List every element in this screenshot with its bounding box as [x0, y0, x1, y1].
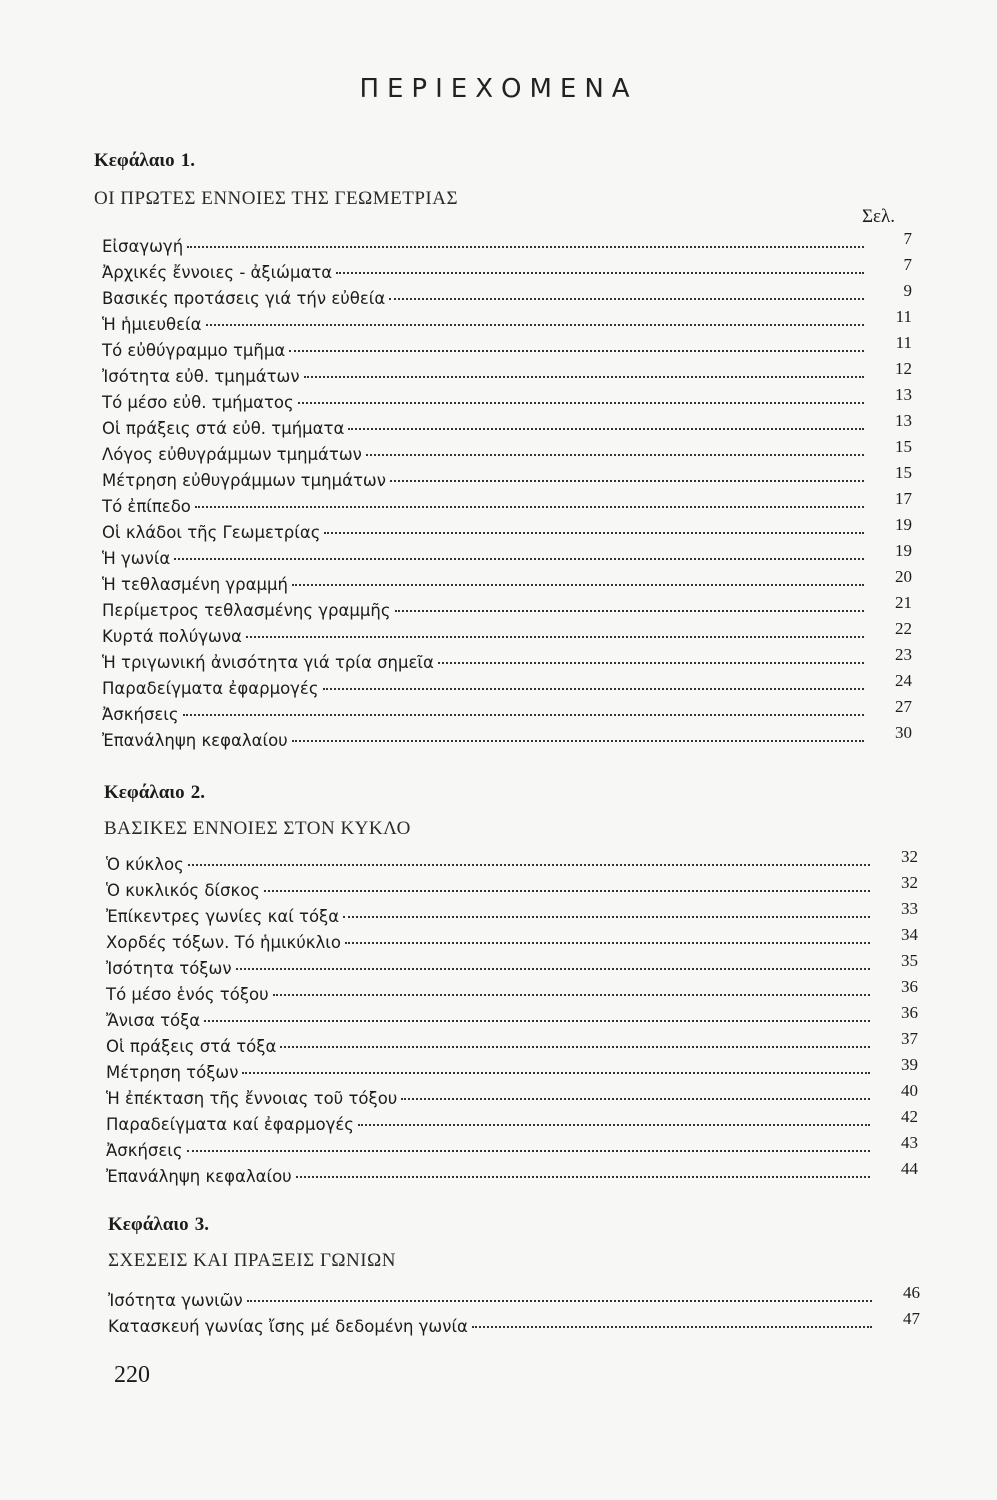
entry-page: 11 [895, 307, 912, 326]
entry-title: Ἰσότητα εὐθ. τμημάτων [102, 367, 300, 386]
dot-leader [304, 373, 864, 378]
dot-leader [348, 425, 864, 430]
dot-leader [187, 243, 864, 248]
page-number: 220 [114, 1362, 150, 1388]
toc-entry [106, 951, 918, 982]
toc-entry [106, 1055, 918, 1086]
entry-page: 42 [901, 1107, 918, 1126]
entry-title: Κατασκευή γωνίας ἴσης μέ δεδομένη γωνία [108, 1317, 468, 1336]
dot-leader [264, 887, 870, 892]
entry-title: Ὁ κύκλος [106, 855, 184, 874]
entry-title: Κυρτά πολύγωνα [102, 627, 242, 646]
dot-leader [273, 991, 870, 996]
chapter-number: 3. [194, 1214, 209, 1235]
toc-entry [102, 437, 912, 468]
entry-title: Ὁ κυκλικός δίσκος [106, 881, 260, 900]
entry-title: Ἐπανάληψη κεφαλαίου [106, 1167, 292, 1186]
entry-page: 33 [901, 899, 918, 918]
entry-title: Ἡ τριγωνική ἀνισότητα γιά τρία σημεῖα [102, 653, 434, 672]
dot-leader [204, 1017, 870, 1022]
toc-entry [106, 873, 918, 904]
dot-leader [292, 581, 864, 586]
toc-entry [102, 307, 912, 338]
entry-title: Ἐπανάληψη κεφαλαίου [102, 731, 288, 750]
dot-leader [366, 451, 864, 456]
dot-leader [247, 1297, 872, 1302]
entry-title: Οἱ κλάδοι τῆς Γεωμετρίας [102, 523, 321, 542]
chapter-heading [94, 150, 195, 172]
entry-page: 23 [895, 645, 912, 664]
entry-title: Ἀσκήσεις [106, 1141, 183, 1160]
dot-leader [390, 477, 864, 482]
toc-entry [106, 925, 918, 956]
dot-leader [472, 1323, 872, 1328]
dot-leader [323, 685, 864, 690]
chapter-heading [108, 1214, 209, 1236]
chapter-label: Κεφάλαιο [94, 150, 175, 171]
entry-title: Ἄνισα τόξα [106, 1011, 201, 1030]
entry-page: 37 [901, 1029, 918, 1048]
chapter-label: Κεφάλαιο [108, 1214, 189, 1235]
toc-entry [106, 1003, 918, 1034]
dot-leader [188, 861, 870, 866]
toc-entry [102, 229, 912, 260]
toc-entry [106, 1081, 918, 1112]
entry-title: Οἱ πράξεις στά τόξα [106, 1037, 277, 1056]
entry-title: Μέτρηση τόξων [106, 1063, 239, 1082]
entry-page: 40 [901, 1081, 918, 1100]
entry-title: Παραδείγματα ἐφαρμογές [102, 679, 319, 698]
entry-title: Τό μέσο εὐθ. τμήματος [102, 393, 294, 412]
toc-entry [102, 281, 912, 312]
entry-page: 30 [895, 723, 912, 742]
toc-entry [106, 1107, 918, 1138]
dot-leader [345, 939, 870, 944]
entry-title: Ἰσότητα τόξων [106, 959, 232, 978]
entry-page: 20 [895, 567, 912, 586]
dot-leader [401, 1095, 870, 1100]
entry-page: 46 [903, 1283, 920, 1302]
entry-page: 36 [901, 977, 918, 996]
entry-page: 24 [895, 671, 912, 690]
toc-entry [102, 489, 912, 520]
toc-entry [102, 723, 912, 754]
entry-page: 47 [903, 1309, 920, 1328]
toc-entry [106, 1133, 918, 1164]
dot-leader [296, 1173, 870, 1178]
entry-page: 34 [901, 925, 918, 944]
entry-page: 13 [895, 385, 912, 404]
entry-title: Ἡ τεθλασμένη γραμμή [102, 575, 288, 594]
toc-entry [106, 1029, 918, 1060]
entry-page: 17 [895, 489, 912, 508]
dot-leader [438, 659, 864, 664]
toc-entry [102, 619, 912, 650]
dot-leader [174, 555, 864, 560]
toc-entry [102, 359, 912, 390]
entry-title: Ἀρχικές ἔννοιες - ἀξιώματα [102, 263, 333, 282]
dot-leader [280, 1043, 870, 1048]
entry-page: 22 [895, 619, 912, 638]
dot-leader [187, 1147, 870, 1152]
toc-entry [106, 1159, 918, 1190]
dot-leader [206, 321, 864, 326]
entry-page: 7 [903, 229, 912, 248]
entry-title: Ἡ ἡμιευθεία [102, 315, 202, 334]
toc-entry [102, 697, 912, 728]
entry-title: Ἐπίκεντρες γωνίες καί τόξα [106, 907, 340, 926]
dot-leader [289, 347, 864, 352]
dot-leader [358, 1121, 870, 1126]
entry-page: 21 [895, 593, 912, 612]
dot-leader [343, 913, 870, 918]
toc-entry [102, 645, 912, 676]
toc-entry [102, 411, 912, 442]
dot-leader [336, 269, 864, 274]
toc-entry [108, 1309, 920, 1340]
chapter-heading [104, 782, 205, 804]
toc-entry [102, 255, 912, 286]
entry-title: Μέτρηση εὐθυγράμμων τμημάτων [102, 471, 386, 490]
entry-page: 36 [901, 1003, 918, 1022]
dot-leader [292, 737, 864, 742]
entry-page: 19 [895, 541, 912, 560]
entry-title: Τό εὐθύγραμμο τμῆμα [102, 341, 286, 360]
toc-entry [102, 385, 912, 416]
entry-page: 15 [895, 437, 912, 456]
entry-page: 43 [901, 1133, 918, 1152]
entry-page: 12 [895, 359, 912, 378]
dot-leader [389, 295, 864, 300]
entry-title: Οἱ πράξεις στά εὐθ. τμήματα [102, 419, 345, 438]
entry-title: Τό ἐπίπεδο [102, 497, 191, 516]
entry-page: 15 [895, 463, 912, 482]
entry-title: Ἡ γωνία [102, 549, 171, 568]
entry-page: 44 [901, 1159, 918, 1178]
toc-entry [102, 541, 912, 572]
entry-page: 35 [901, 951, 918, 970]
dot-leader [236, 965, 870, 970]
chapter-number: 2. [190, 782, 205, 803]
entry-page: 11 [895, 333, 912, 352]
chapter-title: ΟΙ ΠΡΩΤΕΣ ΕΝΝΟΙΕΣ ΤΗΣ ΓΕΩΜΕΤΡΙΑΣ [94, 188, 459, 209]
entry-title: Τό μέσο ἑνός τόξου [106, 985, 269, 1004]
entry-title: Λόγος εὐθυγράμμων τμημάτων [102, 445, 362, 464]
toc-entry [106, 977, 918, 1008]
entry-page: 13 [895, 411, 912, 430]
toc-entry [102, 593, 912, 624]
chapter-title: ΣΧΕΣΕΙΣ ΚΑΙ ΠΡΑΞΕΙΣ ΓΩΝΙΩΝ [108, 1250, 396, 1271]
entry-page: 9 [903, 281, 912, 300]
entry-page: 32 [901, 847, 918, 866]
entry-page: 39 [901, 1055, 918, 1074]
entry-page: 27 [895, 697, 912, 716]
toc-entry [102, 671, 912, 702]
dot-leader [183, 711, 864, 716]
entry-title: Ἀσκήσεις [102, 705, 179, 724]
entry-title: Ἰσότητα γωνιῶν [108, 1291, 243, 1310]
dot-leader [195, 503, 864, 508]
entry-title: Βασικές προτάσεις γιά τήν εὐθεία [102, 289, 386, 308]
entry-title: Περίμετρος τεθλασμένης γραμμῆς [102, 601, 391, 620]
entry-title: Χορδές τόξων. Τό ἡμικύκλιο [106, 933, 341, 952]
dot-leader [242, 1069, 870, 1074]
dot-leader [298, 399, 864, 404]
chapter-label: Κεφάλαιο [104, 782, 185, 803]
page-title: ΠΕΡΙΕΧΟΜΕΝΑ [359, 74, 638, 104]
toc-entry [106, 899, 918, 930]
entry-page: 7 [903, 255, 912, 274]
dot-leader [246, 633, 864, 638]
chapter-title: ΒΑΣΙΚΕΣ ΕΝΝΟΙΕΣ ΣΤΟΝ ΚΥΚΛΟ [104, 818, 411, 839]
toc-entry [108, 1283, 920, 1314]
toc-entry [102, 515, 912, 546]
page-column-label: Σελ. [862, 206, 895, 227]
toc-entry [102, 567, 912, 598]
entry-title: Ἡ ἐπέκταση τῆς ἔννοιας τοῦ τόξου [106, 1089, 398, 1108]
toc-entry [102, 333, 912, 364]
entry-title: Εἰσαγωγή [102, 237, 184, 256]
toc-entry [106, 847, 918, 878]
entry-title: Παραδείγματα καί ἐφαρμογές [106, 1115, 354, 1134]
dot-leader [324, 529, 864, 534]
entry-page: 19 [895, 515, 912, 534]
entry-page: 32 [901, 873, 918, 892]
toc-entry [102, 463, 912, 494]
dot-leader [395, 607, 864, 612]
chapter-number: 1. [180, 150, 195, 171]
